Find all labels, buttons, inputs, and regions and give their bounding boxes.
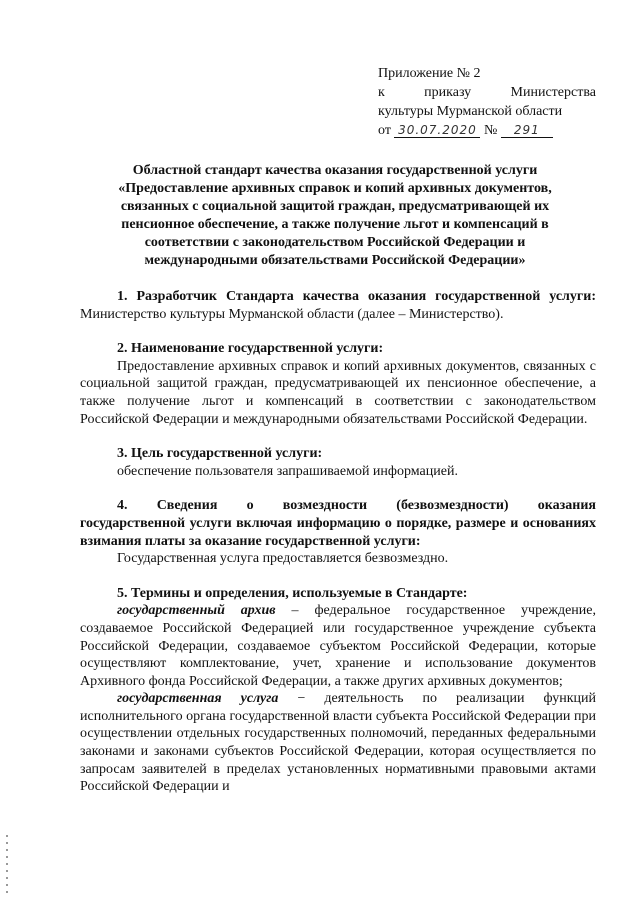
definition-service-text: − деятельность по реализации функций исполнительного органа государственной власти субъекта Российской Федерации при осуществлении отдельных государственных полномочий, переданных федеральными законами и законами субъектов Российской Федерации, которая осуществляется по запросам заявителей в пределах установленных нормативными правовыми актами Российской Федерации и xyxy=(80,691,596,795)
document-body xyxy=(80,288,596,796)
heading-word: возмездности xyxy=(282,498,368,514)
definition-archive-text: – федеральное государственное учреждение, создаваемое Российской Федерацией или государственное учреждение субъекта Российской Федерации, создаваемое субъектом Российской Федерации, которые осуществляют комплектование, учет, хранение и использование документов Архивного фонда Российской Федерации, а также других архивных документов; xyxy=(80,603,596,689)
title-line: Областной стандарт качества оказания государственной услуги xyxy=(132,163,538,178)
title-line: связанных с социальной защитой граждан, предусматривающей их xyxy=(120,199,550,214)
title-line: соответствии с законодательством Российской Федерации и xyxy=(144,235,526,250)
section-2 xyxy=(80,340,596,428)
section-2-text: Предоставление архивных справок и копий архивных документов, связанных с социальной защитой граждан, предусматривающей их пенсионное обеспечение, а также получение льгот и компенсаций в соответствии с законодательством Российской Федерации и международными обязательствами Российской Федерации. xyxy=(80,358,596,427)
section-3-heading: 3. Цель государственной услуги: xyxy=(117,446,323,462)
heading-word: оказания xyxy=(537,498,596,514)
document-title xyxy=(80,162,590,270)
number-handwritten: 291 xyxy=(501,123,553,138)
heading-word: Сведения xyxy=(156,498,218,514)
appendix-word: приказу xyxy=(424,85,472,100)
appendix-order-line xyxy=(378,83,596,102)
appendix-ministry: культуры Мурманской области xyxy=(378,104,563,119)
section-3 xyxy=(80,445,596,480)
appendix-title: Приложение № 2 xyxy=(378,66,481,81)
scan-margin-dots xyxy=(6,835,8,895)
heading-word: 4. xyxy=(117,498,128,514)
term-archive: государственный архив xyxy=(117,603,276,619)
section-5 xyxy=(80,585,596,796)
title-line: пенсионное обеспечение, а также получение льгот и компенсаций в xyxy=(121,217,549,232)
section-4-heading-rest: государственной услуги включая информацию о порядке, размере и основаниях взимания платы за оказание государственной услуги: xyxy=(80,515,596,549)
section-2-heading: 2. Наименование государственной услуги: xyxy=(117,341,384,357)
section-3-text: обеспечение пользователя запрашиваемой информацией. xyxy=(117,463,458,479)
section-4-heading-line xyxy=(80,497,596,515)
title-line: «Предоставление архивных справок и копий архивных документов, xyxy=(118,181,552,196)
section-1 xyxy=(80,288,596,323)
section-5-heading: 5. Термины и определения, используемые в Стандарте: xyxy=(117,585,468,601)
section-4 xyxy=(80,497,596,567)
appendix-date-number xyxy=(378,121,596,140)
appendix-word: Министерства xyxy=(510,85,596,100)
section-4-text: Государственная услуга предоставляется безвозмездно. xyxy=(117,551,449,567)
definition-service xyxy=(80,690,596,796)
date-prefix: от xyxy=(378,123,391,138)
title-line: международными обязательствами Российской Федерации» xyxy=(144,253,526,268)
date-handwritten: 30.07.2020 xyxy=(394,123,480,138)
appendix-block xyxy=(378,64,596,140)
number-prefix: № xyxy=(483,123,498,138)
definition-archive xyxy=(80,602,596,690)
heading-word: о xyxy=(246,498,254,514)
section-1-text: Министерство культуры Мурманской области (далее – Министерство). xyxy=(80,306,504,322)
heading-word: (безвозмездности) xyxy=(396,498,509,514)
section-1-heading: 1. Разработчик Стандарта качества оказания государственной услуги: xyxy=(117,289,596,304)
term-service: государственная услуга xyxy=(117,691,279,707)
appendix-word: к xyxy=(378,85,385,100)
